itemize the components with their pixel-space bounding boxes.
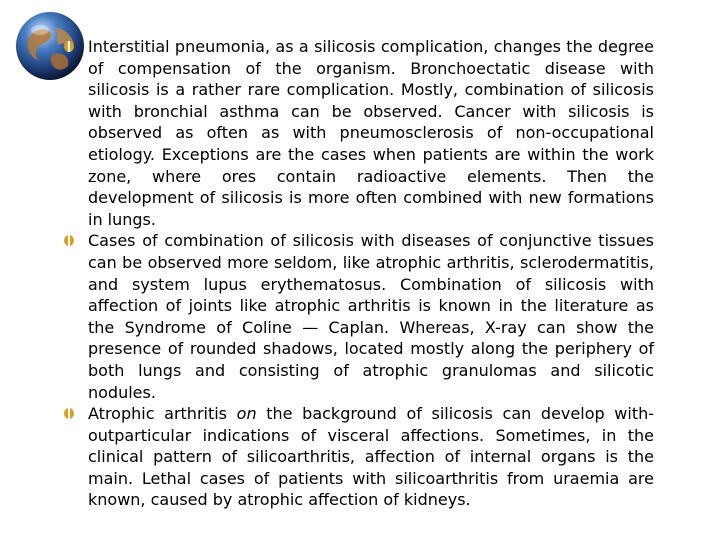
bullet-item-conjunctive-tissues (62, 230, 654, 403)
bullet-text-after: the background of silicosis can develop with-outparticular indications of visceral affections. Sometimes, in the clinical pattern of silicoarthritis, affection of internal organs is the main. Lethal cases of patients with silicoarthritis from uraemia are known, caused by atrophic affection of kidneys. (88, 404, 654, 510)
bullet-text-before: Atrophic arthritis (88, 404, 237, 424)
bullet-text: Interstitial pneumonia, as a silicosis complication, changes the degree of compensation of the organism. Bronchoectatic disease with silicosis is a rather rare complication. Mostly, combination of silicosis with bronchial asthma can be observed. Cancer with silicosis is observed as often as with pneumosclerosis of non-occupational etiology. Exceptions are the cases when patients are within the work zone, where ores contain radioactive elements. Then the development of silicosis is more often combined with new formations in lungs. (88, 37, 654, 229)
bullet-icon (64, 41, 74, 52)
bullet-item-atrophic-arthritis (62, 403, 654, 511)
bullet-list (62, 36, 654, 511)
bullet-text-italic: on (236, 404, 257, 424)
bullet-icon (64, 408, 74, 419)
bullet-icon (64, 235, 74, 246)
bullet-item-interstitial-pneumonia (62, 36, 654, 230)
bullet-text: Cases of combination of silicosis with diseases of conjunctive tissues can be observed more seldom, like atrophic arthritis, sclerodermatitis, and system lupus erythematosus. Combination of silicosis with affection of joints like atrophic arthritis is known in the literature as the Syndrome of Coline — Caplan. Whereas, X-ray can show the presence of rounded shadows, located mostly along the periphery of both lungs and consisting of atrophic granulomas and silicotic nodules. (88, 231, 654, 402)
